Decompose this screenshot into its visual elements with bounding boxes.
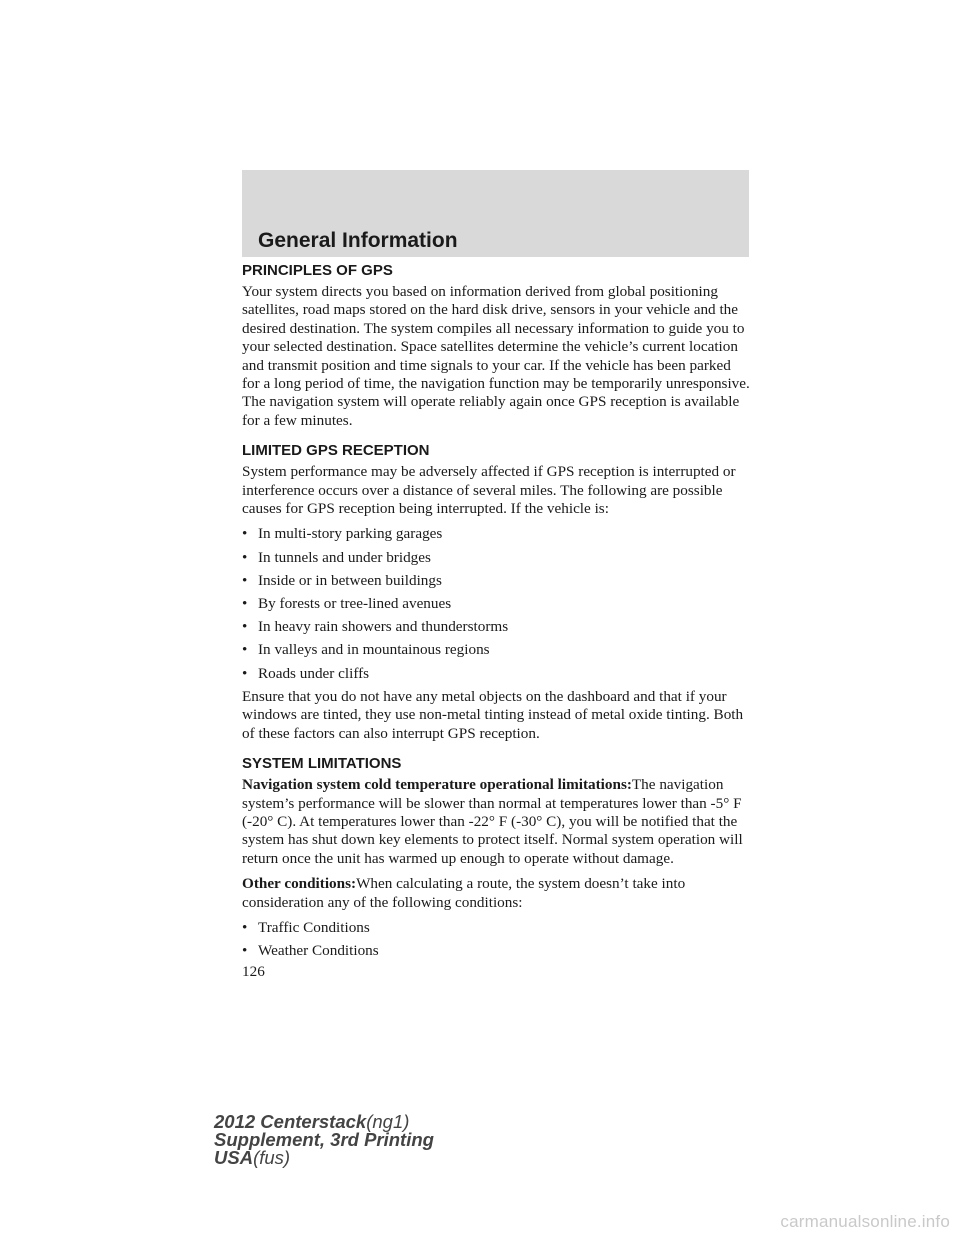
other-conditions-text: When calculating a route, the system doesn’t take into consideration any of the following conditions: <box>242 875 686 911</box>
list-item <box>242 525 752 543</box>
bullet-icon: • <box>242 918 248 936</box>
list-reception-causes <box>242 525 752 683</box>
list-item-text: In valleys and in mountainous regions <box>258 641 490 659</box>
page-number: 126 <box>242 962 265 980</box>
watermark-link[interactable]: carmanualsonline.info <box>780 1212 950 1231</box>
list-item <box>242 919 752 937</box>
cold-temperature-label: Navigation system cold temperature operational limitations: <box>242 776 632 794</box>
list-item-text: Traffic Conditions <box>258 918 370 936</box>
list-item <box>242 595 752 613</box>
paragraph-principles: Your system directs you based on information derived from global positioning satellites, road maps stored on the hard disk drive, sensors in your vehicle and the desired destination. The system compiles all necessary information to guide you to your selected destination. Space satellites determine the vehicle’s current location and transmit position and time signals to your car. If the vehicle has been parked for a long period of time, the navigation function may be temporarily unresponsive. The navigation system will operate reliably again once GPS reception is available for a few minutes. <box>242 283 750 429</box>
list-item-text: In multi-story parking garages <box>258 525 443 543</box>
list-item <box>242 549 752 567</box>
section-principles <box>242 262 752 430</box>
bullet-icon: • <box>242 664 248 682</box>
page-content <box>242 262 752 981</box>
bullet-icon: • <box>242 618 248 636</box>
print-footer <box>214 1113 434 1167</box>
bullet-icon: • <box>242 942 248 960</box>
bullet-icon: • <box>242 571 248 589</box>
list-item-text: Weather Conditions <box>258 942 379 960</box>
section-title: General Information <box>258 229 458 252</box>
paragraph-other-conditions <box>242 875 752 912</box>
bullet-icon: • <box>242 595 248 613</box>
bullet-icon: • <box>242 641 248 659</box>
footer-line-3: USA(fus) <box>214 1147 291 1168</box>
list-item <box>242 618 752 636</box>
list-item-text: By forests or tree-lined avenues <box>258 595 452 613</box>
footer-line-1: 2012 Centerstack(ng1) <box>214 1111 410 1132</box>
paragraph-metal-objects: Ensure that you do not have any metal objects on the dashboard and that if your windows are tinted, they use non-metal tinting instead of metal oxide tinting. Both of these factors can also interrupt GPS reception. <box>242 687 744 742</box>
list-item-text: In heavy rain showers and thunderstorms <box>258 618 509 636</box>
list-item-text: Inside or in between buildings <box>258 571 442 589</box>
paragraph-cold-temperature <box>242 776 752 868</box>
list-other-conditions <box>242 919 752 961</box>
heading-principles-of-gps: PRINCIPLES OF GPS <box>242 262 393 279</box>
list-item <box>242 665 752 683</box>
bullet-icon: • <box>242 548 248 566</box>
cold-temperature-text: The navigation system’s performance will be slower than normal at temperatures lower than -5° F (-20° C). At temperatures lower than -22° F (-30° C), you will be notified that the system has shut down key elements to protect itself. Normal system operation will return once the unit has warmed up enough to operate without damage. <box>242 776 743 867</box>
section-system-limitations <box>242 755 752 960</box>
heading-limited-gps-reception: LIMITED GPS RECEPTION <box>242 442 430 460</box>
list-item-text: In tunnels and under bridges <box>258 548 431 566</box>
list-item-text: Roads under cliffs <box>258 664 370 682</box>
list-item <box>242 641 752 659</box>
paragraph-limited-reception: System performance may be adversely affected if GPS reception is interrupted or interference occurs over a distance of several miles. The following are possible causes for GPS reception being interrupted. If the vehicle is: <box>242 463 736 518</box>
section-limited-reception <box>242 442 752 743</box>
list-item <box>242 572 752 590</box>
other-conditions-label: Other conditions: <box>242 875 357 893</box>
heading-system-limitations: SYSTEM LIMITATIONS <box>242 755 402 773</box>
footer-line-2: Supplement, 3rd Printing <box>214 1129 434 1150</box>
list-item <box>242 942 752 960</box>
header-band <box>242 170 749 257</box>
bullet-icon: • <box>242 525 248 543</box>
